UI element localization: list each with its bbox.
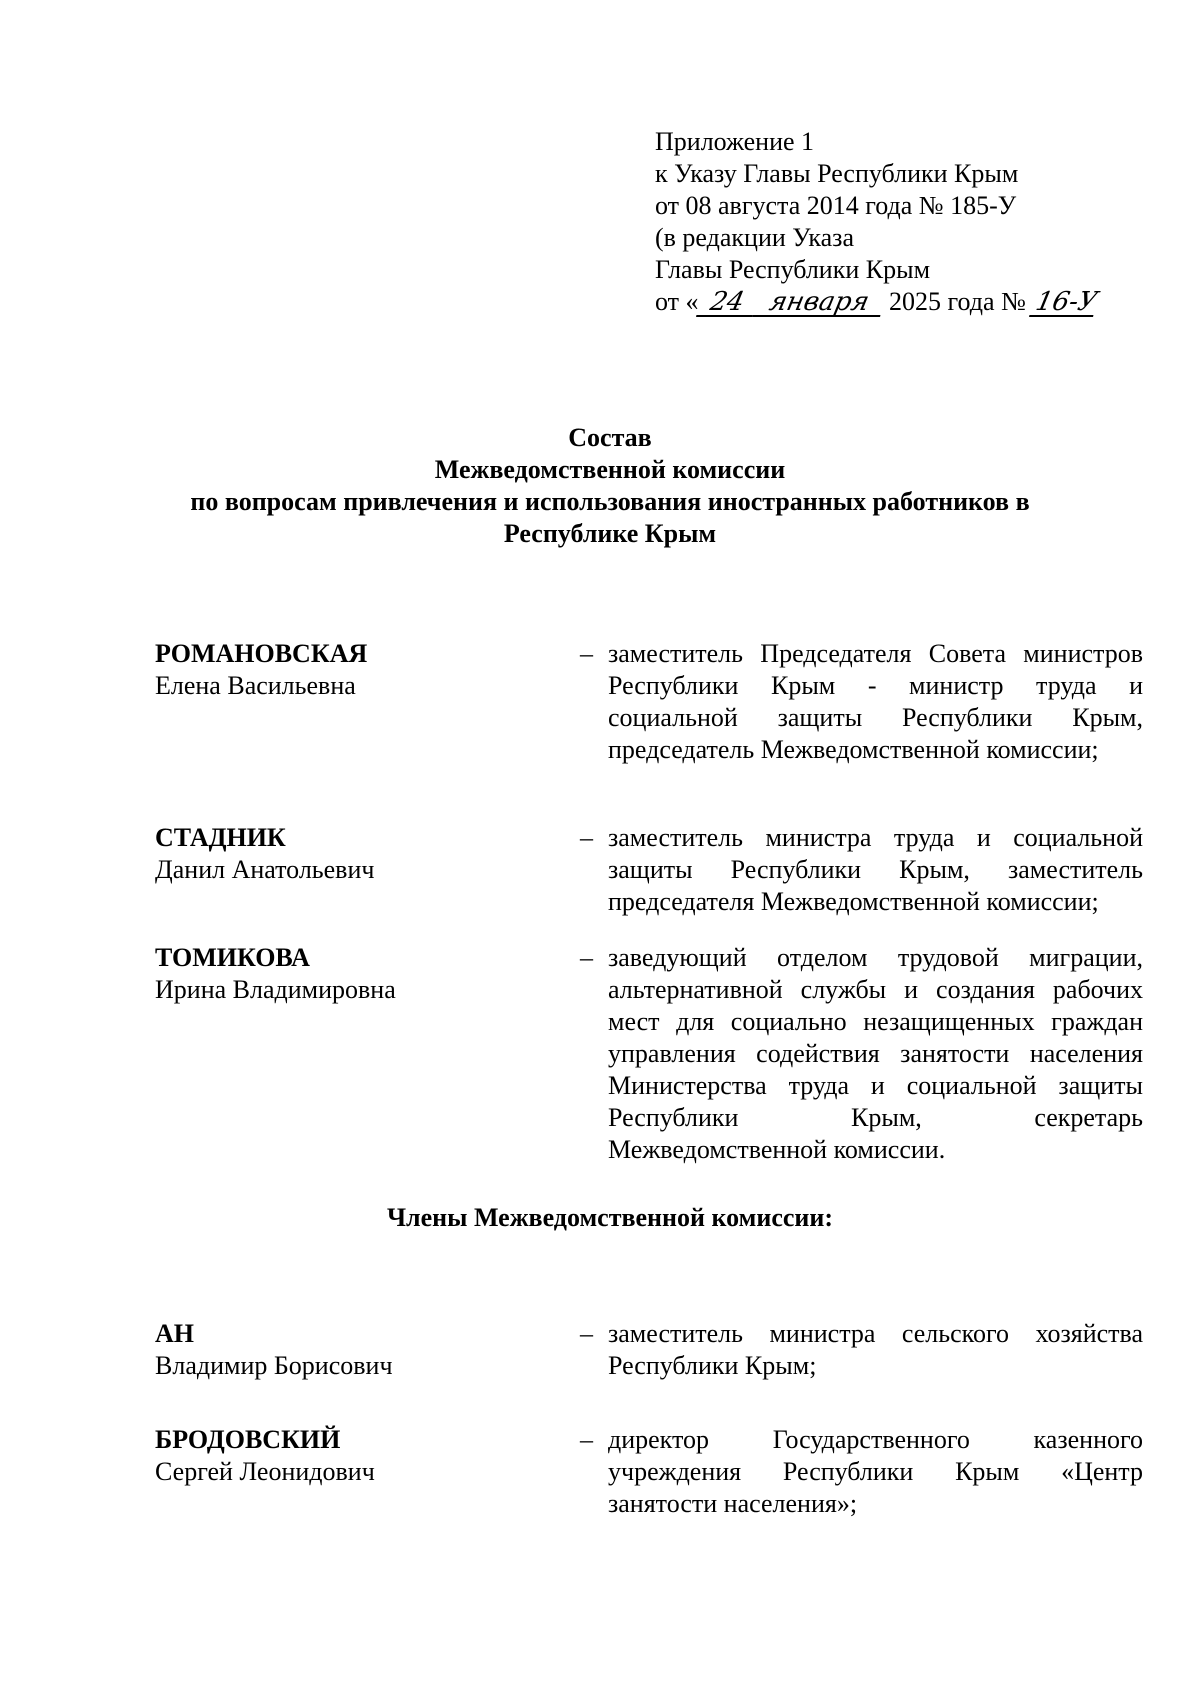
person-given-name: Ирина Владимировна [155, 975, 396, 1004]
appendix-header [655, 126, 1115, 318]
dash: – [580, 823, 593, 852]
person-name [155, 638, 555, 702]
person-position: заведующий отделом трудовой миграции, альтернативной службы и создания рабочих мест для социально незащищенных граждан управления содействия занятости населения Министерства труда и социальной защиты Республики Крым, секретарь Межведомственной комиссии. [608, 943, 1143, 1164]
dash: – [580, 639, 593, 668]
person-surname: БРОДОВСКИЙ [155, 1425, 341, 1454]
appendix-line-1: Приложение 1 [655, 127, 815, 156]
person-name [155, 1318, 555, 1382]
appendix-line-3: от 08 августа 2014 года № 185-У [655, 191, 1017, 220]
person-name [155, 822, 555, 886]
person-given-name: Сергей Леонидович [155, 1457, 375, 1486]
title-line-3: по вопросам привлечения и использования иностранных работников в [190, 487, 1030, 516]
members-heading: Члены Межведомственной комиссии: [386, 1203, 834, 1232]
person-given-name: Владимир Борисович [155, 1351, 393, 1380]
person-surname: ТОМИКОВА [155, 943, 310, 972]
person-surname: СТАДНИК [155, 823, 286, 852]
person-position: директор Государственного казенного учреждения Республики Крым «Центр занятости населения»; [608, 1425, 1143, 1518]
appendix-date-prefix: от « [655, 287, 699, 316]
document-title [150, 422, 1070, 550]
person-name [155, 942, 555, 1006]
dash: – [580, 1425, 593, 1454]
handwritten-day: 24 [696, 289, 758, 317]
person-surname: РОМАНОВСКАЯ [155, 639, 368, 668]
handwritten-decree-number: 16-У [1029, 289, 1099, 317]
title-line-2: Межведомственной комиссии [434, 455, 786, 484]
appendix-line-4: (в редакции Указа [655, 223, 854, 252]
person-position: заместитель министра сельского хозяйства Республики Крым; [608, 1319, 1143, 1380]
appendix-line-2: к Указу Главы Республики Крым [655, 159, 1019, 188]
dash: – [580, 1319, 593, 1348]
title-line-4: Республике Крым [503, 519, 717, 548]
appendix-line-6 [655, 286, 1115, 318]
appendix-date-middle: 2025 года № [889, 287, 1026, 316]
dash: – [580, 943, 593, 972]
person-position: заместитель Председателя Совета министров Республики Крым - министр труда и социальной защиты Республики Крым, председатель Межведомственной комиссии; [608, 639, 1143, 764]
person-given-name: Елена Васильевна [155, 671, 356, 700]
person-name [155, 1424, 555, 1488]
title-line-1: Состав [568, 423, 652, 452]
handwritten-month: января [752, 289, 886, 317]
appendix-line-5: Главы Республики Крым [655, 255, 931, 284]
person-given-name: Данил Анатольевич [155, 855, 375, 884]
person-position: заместитель министра труда и социальной защиты Республики Крым, заместитель председателя Межведомственной комиссии; [608, 823, 1143, 916]
person-surname: АН [155, 1319, 194, 1348]
